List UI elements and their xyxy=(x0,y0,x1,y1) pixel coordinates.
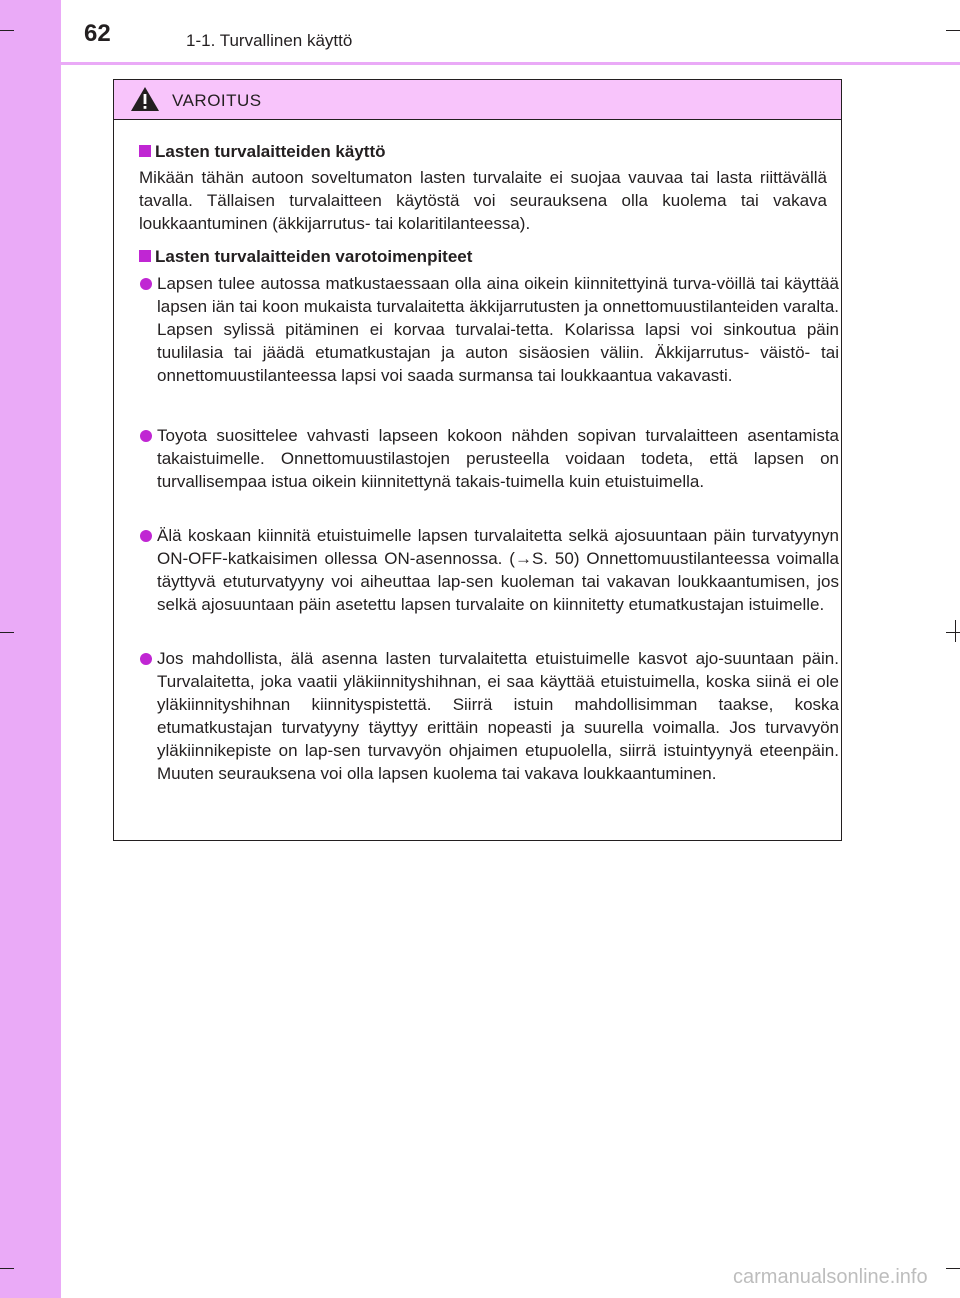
warning-header xyxy=(114,80,841,120)
list-item: Toyota suosittelee vahvasti lapseen kokoon nähden sopivan turvalaitteen asentamista takaistuimelle. Onnettomuustilastojen perusteella voidaan todeta, että lapsen on turvallisempaa istua oikein kiinnitettynä takais-tuimella kuin etuistuimella. xyxy=(157,426,839,491)
warning-triangle-icon xyxy=(130,86,160,112)
round-bullet-icon xyxy=(140,430,152,442)
crop-mark xyxy=(946,1268,960,1269)
square-bullet-icon xyxy=(139,250,151,262)
list-item: Lapsen tulee autossa matkustaessaan olla aina oikein kiinnitettyinä turva-vöillä tai käyttää lapsen iän tai koon mukaista turvalaitetta äkkijarrutusten ja onnettomuustilanteiden varalta. Lapsen sylissä pitäminen ei korvaa turvalai-tetta. Kolarissa lapsi voi sinkoutua päin tuulilasia tai jäädä etumatkustajan ja auton sisäosien väliin. Äkkijarrutus- väistö- tai onnettomuustilanteessa lapsi voi saada surmansa tai loukkaantua vakavasti. xyxy=(157,274,839,385)
square-bullet-icon xyxy=(139,145,151,157)
list-item: Jos mahdollista, älä asenna lasten turvalaitetta etuistuimelle kasvot ajo-suuntaan päin. Turvalaitetta, joka vaatii yläkiinnityshihnan, ei saa käyttää etuistuimella, koska siinä ei ole yläkiinnityshihnan kiinnityspistettä. Siirrä istuin mahdollisimman taakse, koska etumatkustajan turvatyyny täyttyy erittäin nopeasti ja suurella voimalla. Jos turvavyön yläkiinnikepiste on lap-sen turvavyön ohjaimen etupuolella, siirrä istuintyynyä eteenpäin. Muuten seurauksena voi olla lapsen kuolema tai vakava loukkaantuminen. xyxy=(157,649,839,783)
section-paragraph: Mikään tähän autoon soveltumaton lasten turvalaite ei suojaa vauvaa tai lasta riittävällä tavalla. Tällaisen turvalaitteen käytöstä voi seurauksena olla kuolema tai vakava loukkaantuminen (äkkijarrutus- tai kolaritilanteessa). xyxy=(139,168,827,233)
round-bullet-icon xyxy=(140,653,152,665)
crop-mark xyxy=(946,632,960,633)
crop-mark xyxy=(946,30,960,31)
section-title: 1-1. Turvallinen käyttö xyxy=(186,31,353,50)
crop-mark xyxy=(0,1268,14,1269)
watermark: carmanualsonline.info xyxy=(733,1266,928,1288)
crop-mark xyxy=(0,632,14,633)
crop-mark xyxy=(0,30,14,31)
warning-box: VAROITUS Lasten turvalaitteiden käyttö Mikään tähän autoon soveltumaton lasten turvalaite ei suojaa vauvaa tai lasta riittävällä tavalla. Tällaisen turvalaitteen käytöstä voi seurauksena olla kuolema tai vakava loukkaantuminen (äkkijarrutus- tai kolaritilanteessa). Lasten turvalaitteiden varotoimenpiteet Lapsen tulee autossa matkustaessaan olla aina oikein kiinnitettyinä turva-vöillä tai käyttää lapsen iän tai koon mukaista turvalaitetta äkkijarrutusten ja onnettomuustilanteiden varalta. Lapsen sylissä pitäminen ei korvaa turvalai-tetta. Kolarissa lapsi voi sinkoutua päin tuulilasia tai jäädä etumatkustajan ja auton sisäosien väliin. Äkkijarrutus- väistö- tai onnettomuustilanteessa lapsi voi saada surmansa tai loukkaantua vakavasti. Toyota suosittelee vahvasti lapseen kokoon nähden sopivan turvalaitteen asentamista takaistuimelle. Onnettomuustilastojen perusteella voidaan todeta, että lapsen on turvallisempaa istua oikein kiinnitettynä takais-tuimella kuin etuistuimella. Älä koskaan kiinnitä etuistuimelle lapsen turvalaitetta selkä ajosuuntaan päin turvatyynyn ON-OFF-katkaisimen ollessa ON-asennossa. (→S. 50) Onnettomuustilanteessa voimalla täyttyvä etuturvatyyny voi aiheuttaa lap-sen kuoleman tai vakavan loukkaantumisen, jos selkä ajosuuntaan päin asetettu lapsen turvalaite on kiinnitetty etumatkustajan istuimelle. Jos mahdollista, älä asenna lasten turvalaitetta etuistuimelle kasvot ajo-suuntaan päin. Turvalaitetta, joka vaatii yläkiinnityshihnan, ei saa käyttää etuistuimella, koska siinä ei ole yläkiinnityshihnan kiinnityspistettä. Siirrä istuin mahdollisimman taakse, koska etumatkustajan turvatyyny täyttyy erittäin nopeasti ja suurella voimalla. Jos turvavyön yläkiinnikepiste on lap-sen turvavyön ohjaimen etupuolella, siirrä istuintyynyä eteenpäin. Muuten seurauksena voi olla lapsen kuolema tai vakava loukkaantuminen. xyxy=(113,79,842,841)
crop-mark xyxy=(955,620,956,642)
list-item: Älä koskaan kiinnitä etuistuimelle lapsen turvalaitetta selkä ajosuuntaan päin turvatyynyn ON-OFF-katkaisimen ollessa ON-asennossa. (→S. 50) Onnettomuustilanteessa voimalla täyttyvä etuturvatyyny voi aiheuttaa lap-sen kuoleman tai vakavan loukkaantumisen, jos selkä ajosuuntaan päin asetettu lapsen turvalaite on kiinnitetty etumatkustajan istuimelle. xyxy=(157,526,839,614)
round-bullet-icon xyxy=(140,530,152,542)
round-bullet-icon xyxy=(140,278,152,290)
left-color-strip xyxy=(0,0,61,1298)
warning-title: VAROITUS xyxy=(172,91,262,110)
page-number: 62 xyxy=(84,20,111,47)
header-rule xyxy=(61,62,960,65)
